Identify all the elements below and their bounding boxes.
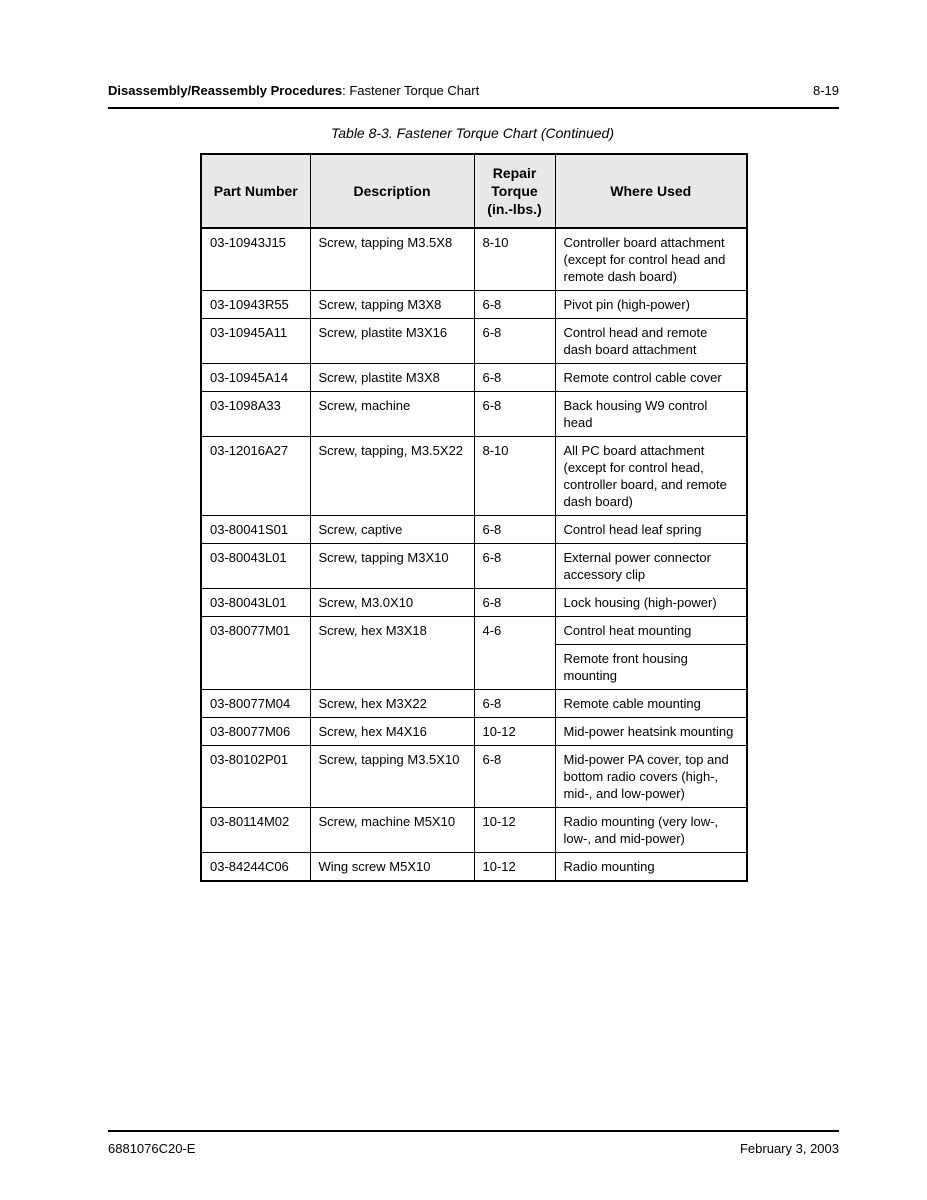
where-used-cell: Lock housing (high-power) bbox=[555, 589, 747, 617]
table-row bbox=[201, 437, 747, 516]
description-cell: Screw, tapping M3.5X8 bbox=[310, 228, 474, 291]
torque-cell: 6-8 bbox=[474, 364, 555, 392]
table-row bbox=[201, 746, 747, 808]
torque-cell: 6-8 bbox=[474, 690, 555, 718]
where-used-cell: Controller board attachment (except for control head and remote dash board) bbox=[555, 228, 747, 291]
column-header-part-number: Part Number bbox=[201, 154, 310, 228]
description-cell: Screw, hex M3X18 bbox=[310, 617, 474, 690]
table-row bbox=[201, 228, 747, 291]
table-row bbox=[201, 617, 747, 645]
section-title: Disassembly/Reassembly Procedures bbox=[108, 83, 343, 98]
torque-cell: 10-12 bbox=[474, 853, 555, 882]
footer-rule bbox=[108, 1130, 839, 1132]
publication-date: February 3, 2003 bbox=[739, 1141, 839, 1156]
description-cell: Screw, machine bbox=[310, 392, 474, 437]
description-cell: Screw, hex M3X22 bbox=[310, 690, 474, 718]
section-subtitle: : Fastener Torque Chart bbox=[342, 83, 480, 98]
torque-cell: 6-8 bbox=[474, 319, 555, 364]
part-number-cell: 03-1098A33 bbox=[201, 392, 310, 437]
table-row bbox=[201, 690, 747, 718]
description-cell: Screw, tapping M3.5X10 bbox=[310, 746, 474, 808]
table-row bbox=[201, 718, 747, 746]
table-row bbox=[201, 808, 747, 853]
page-number: 8-19 bbox=[812, 83, 839, 98]
torque-cell: 6-8 bbox=[474, 589, 555, 617]
part-number-cell: 03-80043L01 bbox=[201, 544, 310, 589]
part-number-cell: 03-10945A11 bbox=[201, 319, 310, 364]
where-used-cell: Radio mounting (very low-, low-, and mid-power) bbox=[555, 808, 747, 853]
part-number-cell: 03-80077M04 bbox=[201, 690, 310, 718]
where-used-cell: Mid-power heatsink mounting bbox=[555, 718, 747, 746]
table-row bbox=[201, 589, 747, 617]
part-number-cell: 03-10943J15 bbox=[201, 228, 310, 291]
part-number-cell: 03-10945A14 bbox=[201, 364, 310, 392]
where-used-cell: All PC board attachment (except for control head, controller board, and remote dash board) bbox=[555, 437, 747, 516]
where-used-cell: Remote front housing mounting bbox=[555, 645, 747, 690]
table-row bbox=[201, 291, 747, 319]
table-row bbox=[201, 364, 747, 392]
part-number-cell: 03-80077M01 bbox=[201, 617, 310, 690]
where-used-cell: Pivot pin (high-power) bbox=[555, 291, 747, 319]
where-used-cell: Back housing W9 control head bbox=[555, 392, 747, 437]
where-used-cell: Remote cable mounting bbox=[555, 690, 747, 718]
description-cell: Screw, captive bbox=[310, 516, 474, 544]
table-header-row bbox=[201, 154, 747, 228]
part-number-cell: 03-80043L01 bbox=[201, 589, 310, 617]
torque-cell: 6-8 bbox=[474, 392, 555, 437]
page-footer bbox=[108, 1141, 839, 1157]
table-row bbox=[201, 544, 747, 589]
description-cell: Screw, tapping M3X8 bbox=[310, 291, 474, 319]
column-header-repair-torque: Repair Torque (in.-lbs.) bbox=[474, 154, 555, 228]
part-number-cell: 03-10943R55 bbox=[201, 291, 310, 319]
description-cell: Screw, M3.0X10 bbox=[310, 589, 474, 617]
torque-cell: 4-6 bbox=[474, 617, 555, 690]
description-cell: Screw, plastite M3X16 bbox=[310, 319, 474, 364]
header-rule bbox=[108, 107, 839, 109]
torque-cell: 10-12 bbox=[474, 718, 555, 746]
torque-cell: 6-8 bbox=[474, 516, 555, 544]
part-number-cell: 03-80102P01 bbox=[201, 746, 310, 808]
where-used-cell: Mid-power PA cover, top and bottom radio covers (high-, mid-, and low-power) bbox=[555, 746, 747, 808]
part-number-cell: 03-12016A27 bbox=[201, 437, 310, 516]
where-used-cell: Remote control cable cover bbox=[555, 364, 747, 392]
part-number-cell: 03-84244C06 bbox=[201, 853, 310, 882]
torque-cell: 6-8 bbox=[474, 544, 555, 589]
page-header bbox=[108, 83, 839, 99]
torque-cell: 10-12 bbox=[474, 808, 555, 853]
column-header-where-used: Where Used bbox=[555, 154, 747, 228]
where-used-cell: Radio mounting bbox=[555, 853, 747, 882]
torque-cell: 8-10 bbox=[474, 437, 555, 516]
torque-cell: 6-8 bbox=[474, 291, 555, 319]
part-number-cell: 03-80077M06 bbox=[201, 718, 310, 746]
fastener-torque-table bbox=[200, 153, 748, 882]
where-used-cell: Control heat mounting bbox=[555, 617, 747, 645]
description-cell: Screw, hex M4X16 bbox=[310, 718, 474, 746]
table-caption: Table 8-3. Fastener Torque Chart (Continued) bbox=[330, 125, 614, 141]
where-used-cell: Control head leaf spring bbox=[555, 516, 747, 544]
table-row bbox=[201, 392, 747, 437]
description-cell: Wing screw M5X10 bbox=[310, 853, 474, 882]
where-used-cell: Control head and remote dash board attachment bbox=[555, 319, 747, 364]
where-used-cell: External power connector accessory clip bbox=[555, 544, 747, 589]
column-header-description: Description bbox=[310, 154, 474, 228]
part-number-cell: 03-80041S01 bbox=[201, 516, 310, 544]
table-row bbox=[201, 319, 747, 364]
document-number: 6881076C20-E bbox=[108, 1141, 196, 1156]
description-cell: Screw, plastite M3X8 bbox=[310, 364, 474, 392]
torque-cell: 6-8 bbox=[474, 746, 555, 808]
description-cell: Screw, tapping M3X10 bbox=[310, 544, 474, 589]
description-cell: Screw, tapping, M3.5X22 bbox=[310, 437, 474, 516]
part-number-cell: 03-80114M02 bbox=[201, 808, 310, 853]
table-row bbox=[201, 516, 747, 544]
description-cell: Screw, machine M5X10 bbox=[310, 808, 474, 853]
torque-cell: 8-10 bbox=[474, 228, 555, 291]
table-row bbox=[201, 853, 747, 882]
